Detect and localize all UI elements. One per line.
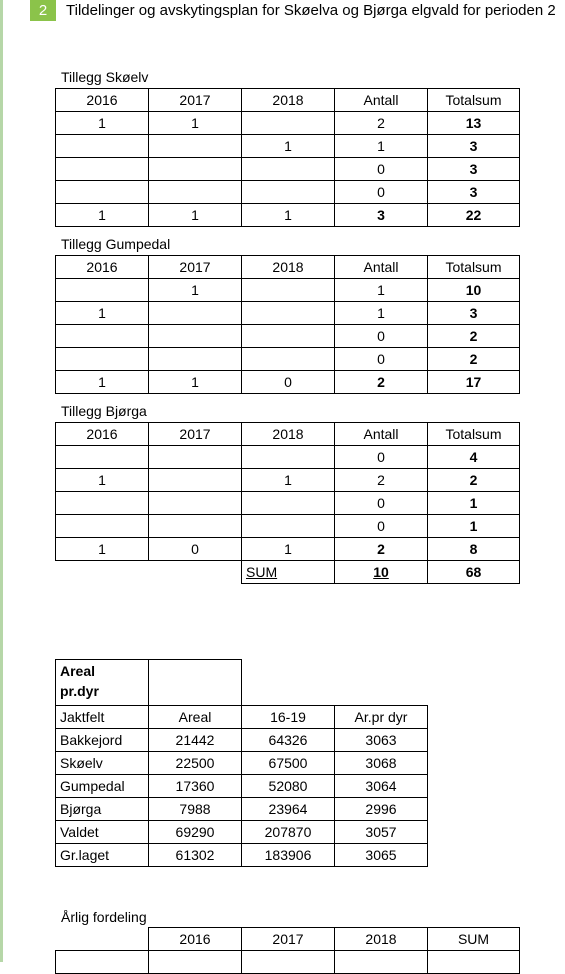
sum-label: SUM bbox=[242, 561, 335, 584]
table-cell-total: 3 bbox=[428, 158, 520, 181]
table-row-cut-off bbox=[56, 951, 520, 974]
table-tillegg-skoelv bbox=[55, 88, 520, 227]
table-cell: 3065 bbox=[335, 844, 428, 867]
table-cell: 1 bbox=[242, 204, 335, 227]
table-row bbox=[56, 302, 520, 325]
table-cell bbox=[149, 158, 242, 181]
table-cell: 17360 bbox=[149, 775, 242, 798]
table-cell: Bakkejord bbox=[56, 729, 149, 752]
table-row bbox=[56, 325, 520, 348]
table-cell-total: 3 bbox=[335, 204, 428, 227]
table-cell: 183906 bbox=[242, 844, 335, 867]
table-cell bbox=[149, 302, 242, 325]
table-cell: 0 bbox=[335, 181, 428, 204]
column-header: 2016 bbox=[56, 423, 149, 446]
table-row bbox=[56, 135, 520, 158]
table-cell bbox=[56, 158, 149, 181]
table-cell: 61302 bbox=[149, 844, 242, 867]
table-header-row bbox=[56, 928, 520, 951]
table-row bbox=[56, 515, 520, 538]
table-cell: 1 bbox=[242, 538, 335, 561]
table-cell bbox=[242, 302, 335, 325]
table-cell: 23964 bbox=[242, 798, 335, 821]
table-cell: 0 bbox=[335, 158, 428, 181]
table-cell: Gr.laget bbox=[56, 844, 149, 867]
table-cell bbox=[56, 515, 149, 538]
table-cell bbox=[56, 279, 149, 302]
table-cell: 0 bbox=[335, 492, 428, 515]
table-cell: 0 bbox=[149, 538, 242, 561]
table-cell bbox=[56, 446, 149, 469]
table-cell: 0 bbox=[335, 348, 428, 371]
table-header-row bbox=[56, 89, 520, 112]
table-cell bbox=[149, 181, 242, 204]
table-cell: 1 bbox=[56, 371, 149, 394]
table-cell bbox=[242, 158, 335, 181]
table-row bbox=[56, 775, 428, 798]
table-cell: 1 bbox=[56, 112, 149, 135]
section-number: 2 bbox=[30, 0, 56, 21]
page-edge-bar bbox=[0, 0, 3, 962]
table-cell bbox=[149, 515, 242, 538]
page-title: Tildelinger og avskytingsplan for Skøelva og Bjørga elgvald for perioden 2 bbox=[66, 2, 556, 19]
table-cell: 1 bbox=[335, 302, 428, 325]
table-row bbox=[56, 348, 520, 371]
table-cell: 64326 bbox=[242, 729, 335, 752]
table-cell-total: 13 bbox=[428, 112, 520, 135]
column-header: 2016 bbox=[56, 89, 149, 112]
table-cell: 1 bbox=[149, 371, 242, 394]
table-cell: 1 bbox=[242, 135, 335, 158]
table-cell: Bjørga bbox=[56, 798, 149, 821]
table-cell: 1 bbox=[149, 112, 242, 135]
blank-cell bbox=[242, 660, 335, 706]
table-row bbox=[56, 446, 520, 469]
table-cell: 22500 bbox=[149, 752, 242, 775]
table-cell bbox=[242, 951, 335, 974]
caption-bjorga: Tillegg Bjørga bbox=[61, 403, 147, 419]
table-cell: 69290 bbox=[149, 821, 242, 844]
table-cell bbox=[149, 446, 242, 469]
table-cell bbox=[149, 135, 242, 158]
table-header-row bbox=[56, 256, 520, 279]
table-cell bbox=[149, 469, 242, 492]
caption-arlig-fordeling: Årlig fordeling bbox=[61, 909, 147, 925]
table-cell bbox=[242, 112, 335, 135]
column-header: Areal bbox=[149, 706, 242, 729]
table-cell-total: 3 bbox=[428, 302, 520, 325]
sum-totalsum: 68 bbox=[428, 561, 520, 584]
caption-gumpedal: Tillegg Gumpedal bbox=[61, 236, 171, 252]
table-cell bbox=[56, 951, 149, 974]
table-row-totals bbox=[56, 371, 520, 394]
table-cell bbox=[56, 135, 149, 158]
table-title-row bbox=[56, 660, 428, 706]
table-cell-total: 1 bbox=[428, 492, 520, 515]
column-header: 16-19 bbox=[242, 706, 335, 729]
table-cell: 0 bbox=[242, 371, 335, 394]
table-cell-total: 4 bbox=[428, 446, 520, 469]
column-header: 2018 bbox=[242, 256, 335, 279]
table-cell: 3057 bbox=[335, 821, 428, 844]
table-cell: 0 bbox=[335, 325, 428, 348]
column-header: Totalsum bbox=[428, 89, 520, 112]
table-cell-total: 1 bbox=[428, 515, 520, 538]
column-header: 2018 bbox=[242, 423, 335, 446]
column-header: SUM bbox=[428, 928, 520, 951]
table-cell bbox=[242, 446, 335, 469]
table-row bbox=[56, 844, 428, 867]
table-row bbox=[56, 798, 428, 821]
column-header: 2018 bbox=[242, 89, 335, 112]
column-header: Antall bbox=[335, 89, 428, 112]
column-header: Ar.pr dyr bbox=[335, 706, 428, 729]
table-row bbox=[56, 752, 428, 775]
table-cell: 1 bbox=[56, 469, 149, 492]
table-row bbox=[56, 181, 520, 204]
blank-cell bbox=[56, 928, 149, 951]
blank-cell bbox=[149, 660, 242, 706]
table-title-line1: Areal bbox=[60, 663, 96, 679]
column-header: Antall bbox=[335, 256, 428, 279]
blank-cell bbox=[335, 660, 428, 706]
column-header: 2016 bbox=[56, 256, 149, 279]
table-cell: 207870 bbox=[242, 821, 335, 844]
table-cell: 0 bbox=[335, 446, 428, 469]
column-header: 2017 bbox=[149, 423, 242, 446]
table-cell: 2 bbox=[335, 469, 428, 492]
table-cell bbox=[242, 181, 335, 204]
table-cell: 7988 bbox=[149, 798, 242, 821]
table-row bbox=[56, 492, 520, 515]
table-cell-total: 10 bbox=[428, 279, 520, 302]
column-header: 2017 bbox=[149, 256, 242, 279]
table-tillegg-bjorga bbox=[55, 422, 520, 584]
table-cell-total: 2 bbox=[428, 348, 520, 371]
table-cell: 1 bbox=[56, 302, 149, 325]
table-row bbox=[56, 821, 428, 844]
table-cell bbox=[56, 348, 149, 371]
table-cell: 52080 bbox=[242, 775, 335, 798]
table-row bbox=[56, 469, 520, 492]
table-cell: 1 bbox=[149, 279, 242, 302]
table-cell: 2 bbox=[335, 112, 428, 135]
table-cell: 1 bbox=[56, 538, 149, 561]
column-header: Totalsum bbox=[428, 423, 520, 446]
table-cell bbox=[242, 325, 335, 348]
table-cell bbox=[56, 325, 149, 348]
column-header: 2016 bbox=[149, 928, 242, 951]
table-cell bbox=[149, 325, 242, 348]
table-cell-total: 2 bbox=[428, 325, 520, 348]
table-cell bbox=[242, 279, 335, 302]
table-row bbox=[56, 112, 520, 135]
table-cell-total: 17 bbox=[428, 371, 520, 394]
blank-cell bbox=[56, 561, 149, 584]
column-header: Antall bbox=[335, 423, 428, 446]
table-cell bbox=[242, 348, 335, 371]
table-cell: Gumpedal bbox=[56, 775, 149, 798]
table-cell: 1 bbox=[242, 469, 335, 492]
table-cell-total: 3 bbox=[428, 135, 520, 158]
table-row-totals bbox=[56, 204, 520, 227]
table-cell: 67500 bbox=[242, 752, 335, 775]
table-cell bbox=[56, 492, 149, 515]
table-header-row bbox=[56, 706, 428, 729]
table-cell: 2996 bbox=[335, 798, 428, 821]
caption-skoelv: Tillegg Skøelv bbox=[61, 69, 149, 85]
table-cell: Skøelv bbox=[56, 752, 149, 775]
table-tillegg-gumpedal bbox=[55, 255, 520, 394]
table-cell bbox=[149, 348, 242, 371]
table-cell-total: 2 bbox=[335, 371, 428, 394]
table-cell: 3064 bbox=[335, 775, 428, 798]
table-cell: 0 bbox=[335, 515, 428, 538]
table-cell: 3063 bbox=[335, 729, 428, 752]
table-cell bbox=[428, 951, 520, 974]
table-cell: 1 bbox=[335, 135, 428, 158]
column-header: Jaktfelt bbox=[56, 706, 149, 729]
table-cell bbox=[149, 951, 242, 974]
table-cell bbox=[149, 492, 242, 515]
table-row-totals bbox=[56, 538, 520, 561]
column-header: 2017 bbox=[242, 928, 335, 951]
table-cell: 1 bbox=[149, 204, 242, 227]
grand-sum-row bbox=[56, 561, 520, 584]
table-cell: Valdet bbox=[56, 821, 149, 844]
table-cell-total: 2 bbox=[335, 538, 428, 561]
table-cell-total: 22 bbox=[428, 204, 520, 227]
column-header: 2017 bbox=[149, 89, 242, 112]
column-header: 2018 bbox=[335, 928, 428, 951]
table-cell-total: 3 bbox=[428, 181, 520, 204]
table-row bbox=[56, 279, 520, 302]
column-header: Totalsum bbox=[428, 256, 520, 279]
table-cell: 1 bbox=[335, 279, 428, 302]
table-cell bbox=[242, 492, 335, 515]
table-row bbox=[56, 729, 428, 752]
table-cell-total: 8 bbox=[428, 538, 520, 561]
table-arlig-fordeling bbox=[55, 927, 520, 974]
table-cell bbox=[242, 515, 335, 538]
table-row bbox=[56, 158, 520, 181]
blank-cell bbox=[149, 561, 242, 584]
table-cell: 3068 bbox=[335, 752, 428, 775]
table-cell bbox=[335, 951, 428, 974]
table-cell bbox=[56, 181, 149, 204]
table-cell: 1 bbox=[56, 204, 149, 227]
table-areal-pr-dyr bbox=[55, 659, 428, 867]
table-title bbox=[56, 660, 149, 706]
sum-antall: 10 bbox=[335, 561, 428, 584]
table-cell-total: 2 bbox=[428, 469, 520, 492]
table-title-line2: pr.dyr bbox=[60, 683, 99, 699]
table-cell: 21442 bbox=[149, 729, 242, 752]
table-header-row bbox=[56, 423, 520, 446]
